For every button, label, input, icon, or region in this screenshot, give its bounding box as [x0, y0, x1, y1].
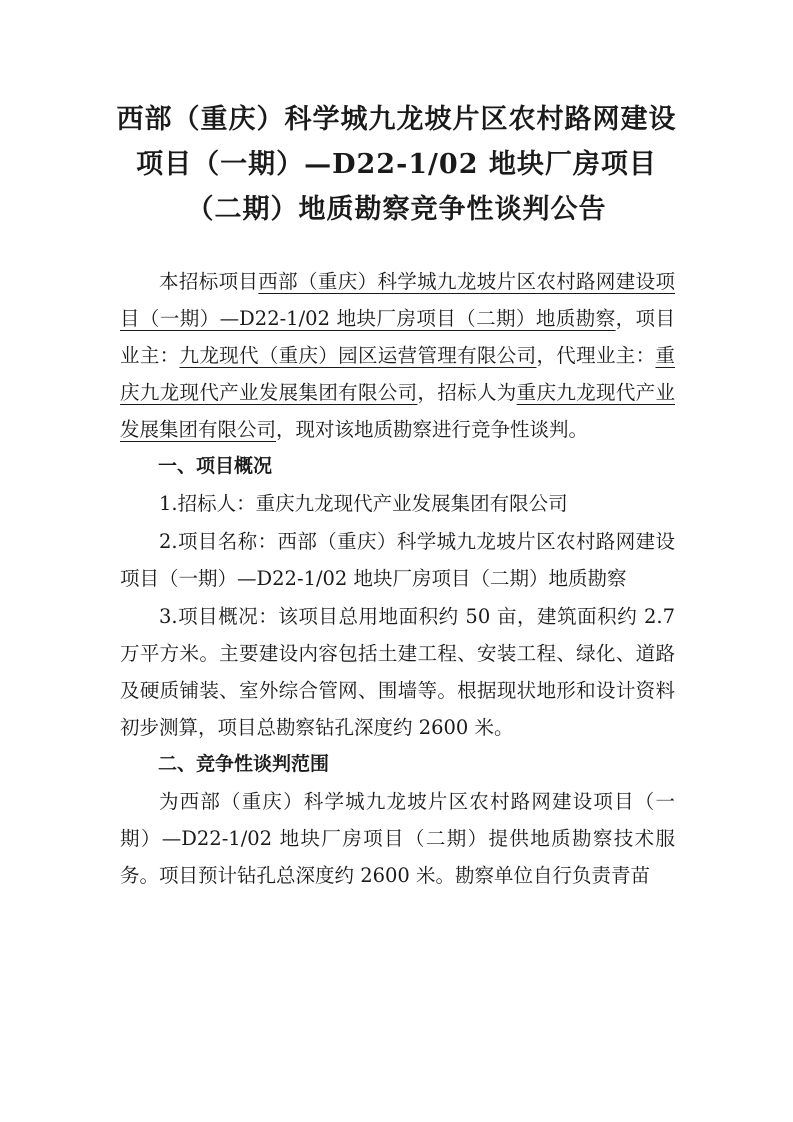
- project-owner: 九龙现代（重庆）园区运营管理有限公司: [179, 344, 537, 367]
- document-body: [120, 263, 675, 894]
- intro-text-1: 本招标项目: [159, 270, 259, 293]
- intro-paragraph: [120, 263, 675, 448]
- title-line-1: 西部（重庆）科学城九龙坡片区农村路网建设: [116, 104, 677, 135]
- intro-text-3: ，代理业主：: [536, 344, 656, 367]
- document-title: [60, 97, 733, 232]
- title-line-2: 项目（一期）—D22-1/02 地块厂房项目: [136, 149, 657, 180]
- section-1-item-2: 2.项目名称：西部（重庆）科学城九龙坡片区农村路网建设项目（一期）—D22-1/02 地块厂房项目（二期）地质勘察: [120, 530, 675, 590]
- intro-text-2: ，项目业主：: [120, 307, 675, 367]
- intro-text-5: ，现对该地质勘察进行竞争性谈判。: [276, 418, 589, 441]
- section-2-heading: 二、竞争性谈判范围: [158, 753, 330, 775]
- project-name: 西部（重庆）科学城九龙坡片区农村路网建设项目（一期）—D22-1/02 地块厂房项目（二期）地质勘察: [120, 270, 675, 330]
- tenderer: 重庆九龙现代产业发展集团有限公司: [120, 381, 675, 441]
- agent-owner: 重庆九龙现代产业发展集团有限公司: [120, 344, 675, 404]
- section-2-paragraph: 为西部（重庆）科学城九龙坡片区农村路网建设项目（一期）—D22-1/02 地块厂房项目（二期）提供地质勘察技术服务。项目预计钻孔总深度约 2600 米。勘察单位自行负责青苗: [120, 790, 675, 887]
- intro-text-4: ，招标人为: [417, 381, 517, 404]
- title-line-3: （二期）地质勘察竞争性谈判公告: [186, 194, 607, 225]
- section-1-item-3: 3.项目概况：该项目总用地面积约 50 亩，建筑面积约 2.7 万平方米。主要建设内容包括土建工程、安装工程、绿化、道路及硬质铺装、室外综合管网、围墙等。根据现状地形和设计资料初步测算，项目总勘察钻孔深度约 2600 米。: [120, 605, 675, 739]
- section-1-heading: 一、项目概况: [158, 455, 273, 477]
- section-1-item-1: 1.招标人：重庆九龙现代产业发展集团有限公司: [159, 492, 568, 515]
